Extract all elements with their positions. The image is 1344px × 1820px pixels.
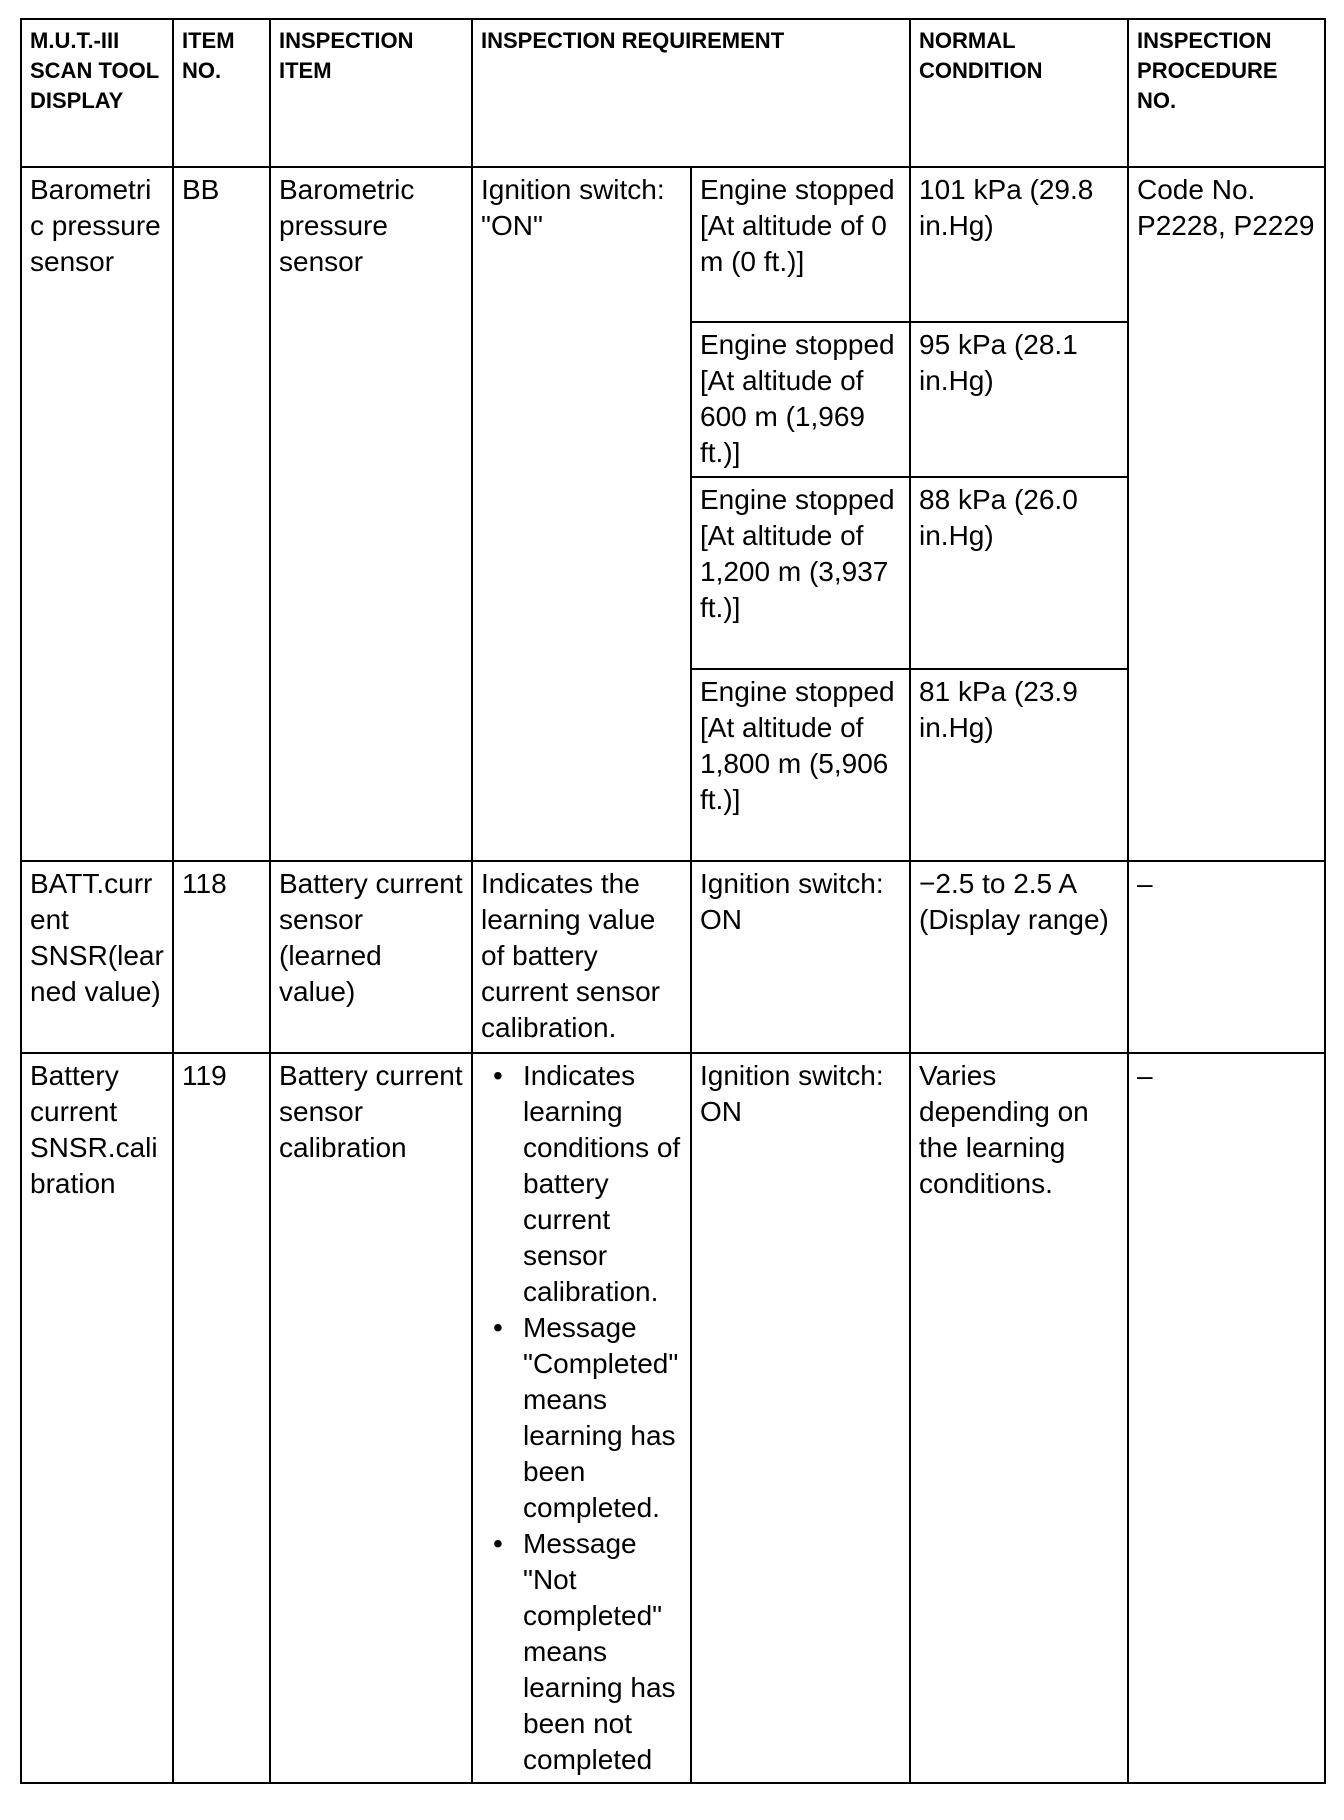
cell-requirement-bullets (472, 1053, 691, 1783)
cell-item: Battery current sensor (learned value) (270, 861, 472, 1053)
cell-condition: Ignition switch: ON (691, 861, 910, 1053)
cell-condition: Engine stopped [At altitude of 0 m (0 ft.)] (691, 167, 910, 322)
cell-item: Battery current sensor calibration (270, 1053, 472, 1783)
header-row (21, 19, 1325, 167)
table-row (21, 1053, 1325, 1783)
cell-display: BATT.current SNSR(learned value) (21, 861, 173, 1053)
cell-normal: 81 kPa (23.9 in.Hg) (910, 669, 1128, 861)
cell-normal: 101 kPa (29.8 in.Hg) (910, 167, 1128, 322)
header-inspection-requirement: INSPECTION REQUIREMENT (472, 19, 910, 167)
cell-condition: Engine stopped [At altitude of 1,800 m (5,906 ft.)] (691, 669, 910, 861)
cell-procedure: Code No. P2228, P2229 (1128, 167, 1325, 861)
requirement-bullet: • Message "Not completed" means learning has been not completed (523, 1526, 682, 1778)
document-page (20, 18, 1324, 1784)
requirement-bullet: • Message "Completed" means learning has been completed. (523, 1310, 682, 1526)
cell-requirement: Ignition switch: "ON" (472, 167, 691, 861)
header-scan-tool-display: M.U.T.-III SCAN TOOL DISPLAY (21, 19, 173, 167)
requirement-bullet-list (485, 1058, 682, 1778)
cell-item: Barometric pressure sensor (270, 167, 472, 861)
header-inspection-procedure-no: INSPECTION PROCEDURE NO. (1128, 19, 1325, 167)
requirement-bullet: • Indicates learning conditions of battery current sensor calibration. (523, 1058, 682, 1310)
cell-display: Battery current SNSR.calibration (21, 1053, 173, 1783)
cell-normal: 95 kPa (28.1 in.Hg) (910, 322, 1128, 477)
cell-item-no: 118 (173, 861, 270, 1053)
cell-condition: Engine stopped [At altitude of 600 m (1,969 ft.)] (691, 322, 910, 477)
cell-normal: −2.5 to 2.5 A (Display range) (910, 861, 1128, 1053)
cell-display: Barometric pressure sensor (21, 167, 173, 861)
cell-normal: Varies depending on the learning conditions. (910, 1053, 1128, 1783)
cell-item-no: BB (173, 167, 270, 861)
header-item-no: ITEM NO. (173, 19, 270, 167)
cell-item-no: 119 (173, 1053, 270, 1783)
cell-normal: 88 kPa (26.0 in.Hg) (910, 477, 1128, 669)
cell-procedure: – (1128, 1053, 1325, 1783)
table-row (21, 861, 1325, 1053)
cell-condition: Engine stopped [At altitude of 1,200 m (3,937 ft.)] (691, 477, 910, 669)
header-normal-condition: NORMAL CONDITION (910, 19, 1128, 167)
header-inspection-item: INSPECTION ITEM (270, 19, 472, 167)
inspection-table (20, 18, 1326, 1784)
cell-condition: Ignition switch: ON (691, 1053, 910, 1783)
cell-requirement: Indicates the learning value of battery current sensor calibration. (472, 861, 691, 1053)
cell-procedure: – (1128, 861, 1325, 1053)
table-row (21, 167, 1325, 322)
